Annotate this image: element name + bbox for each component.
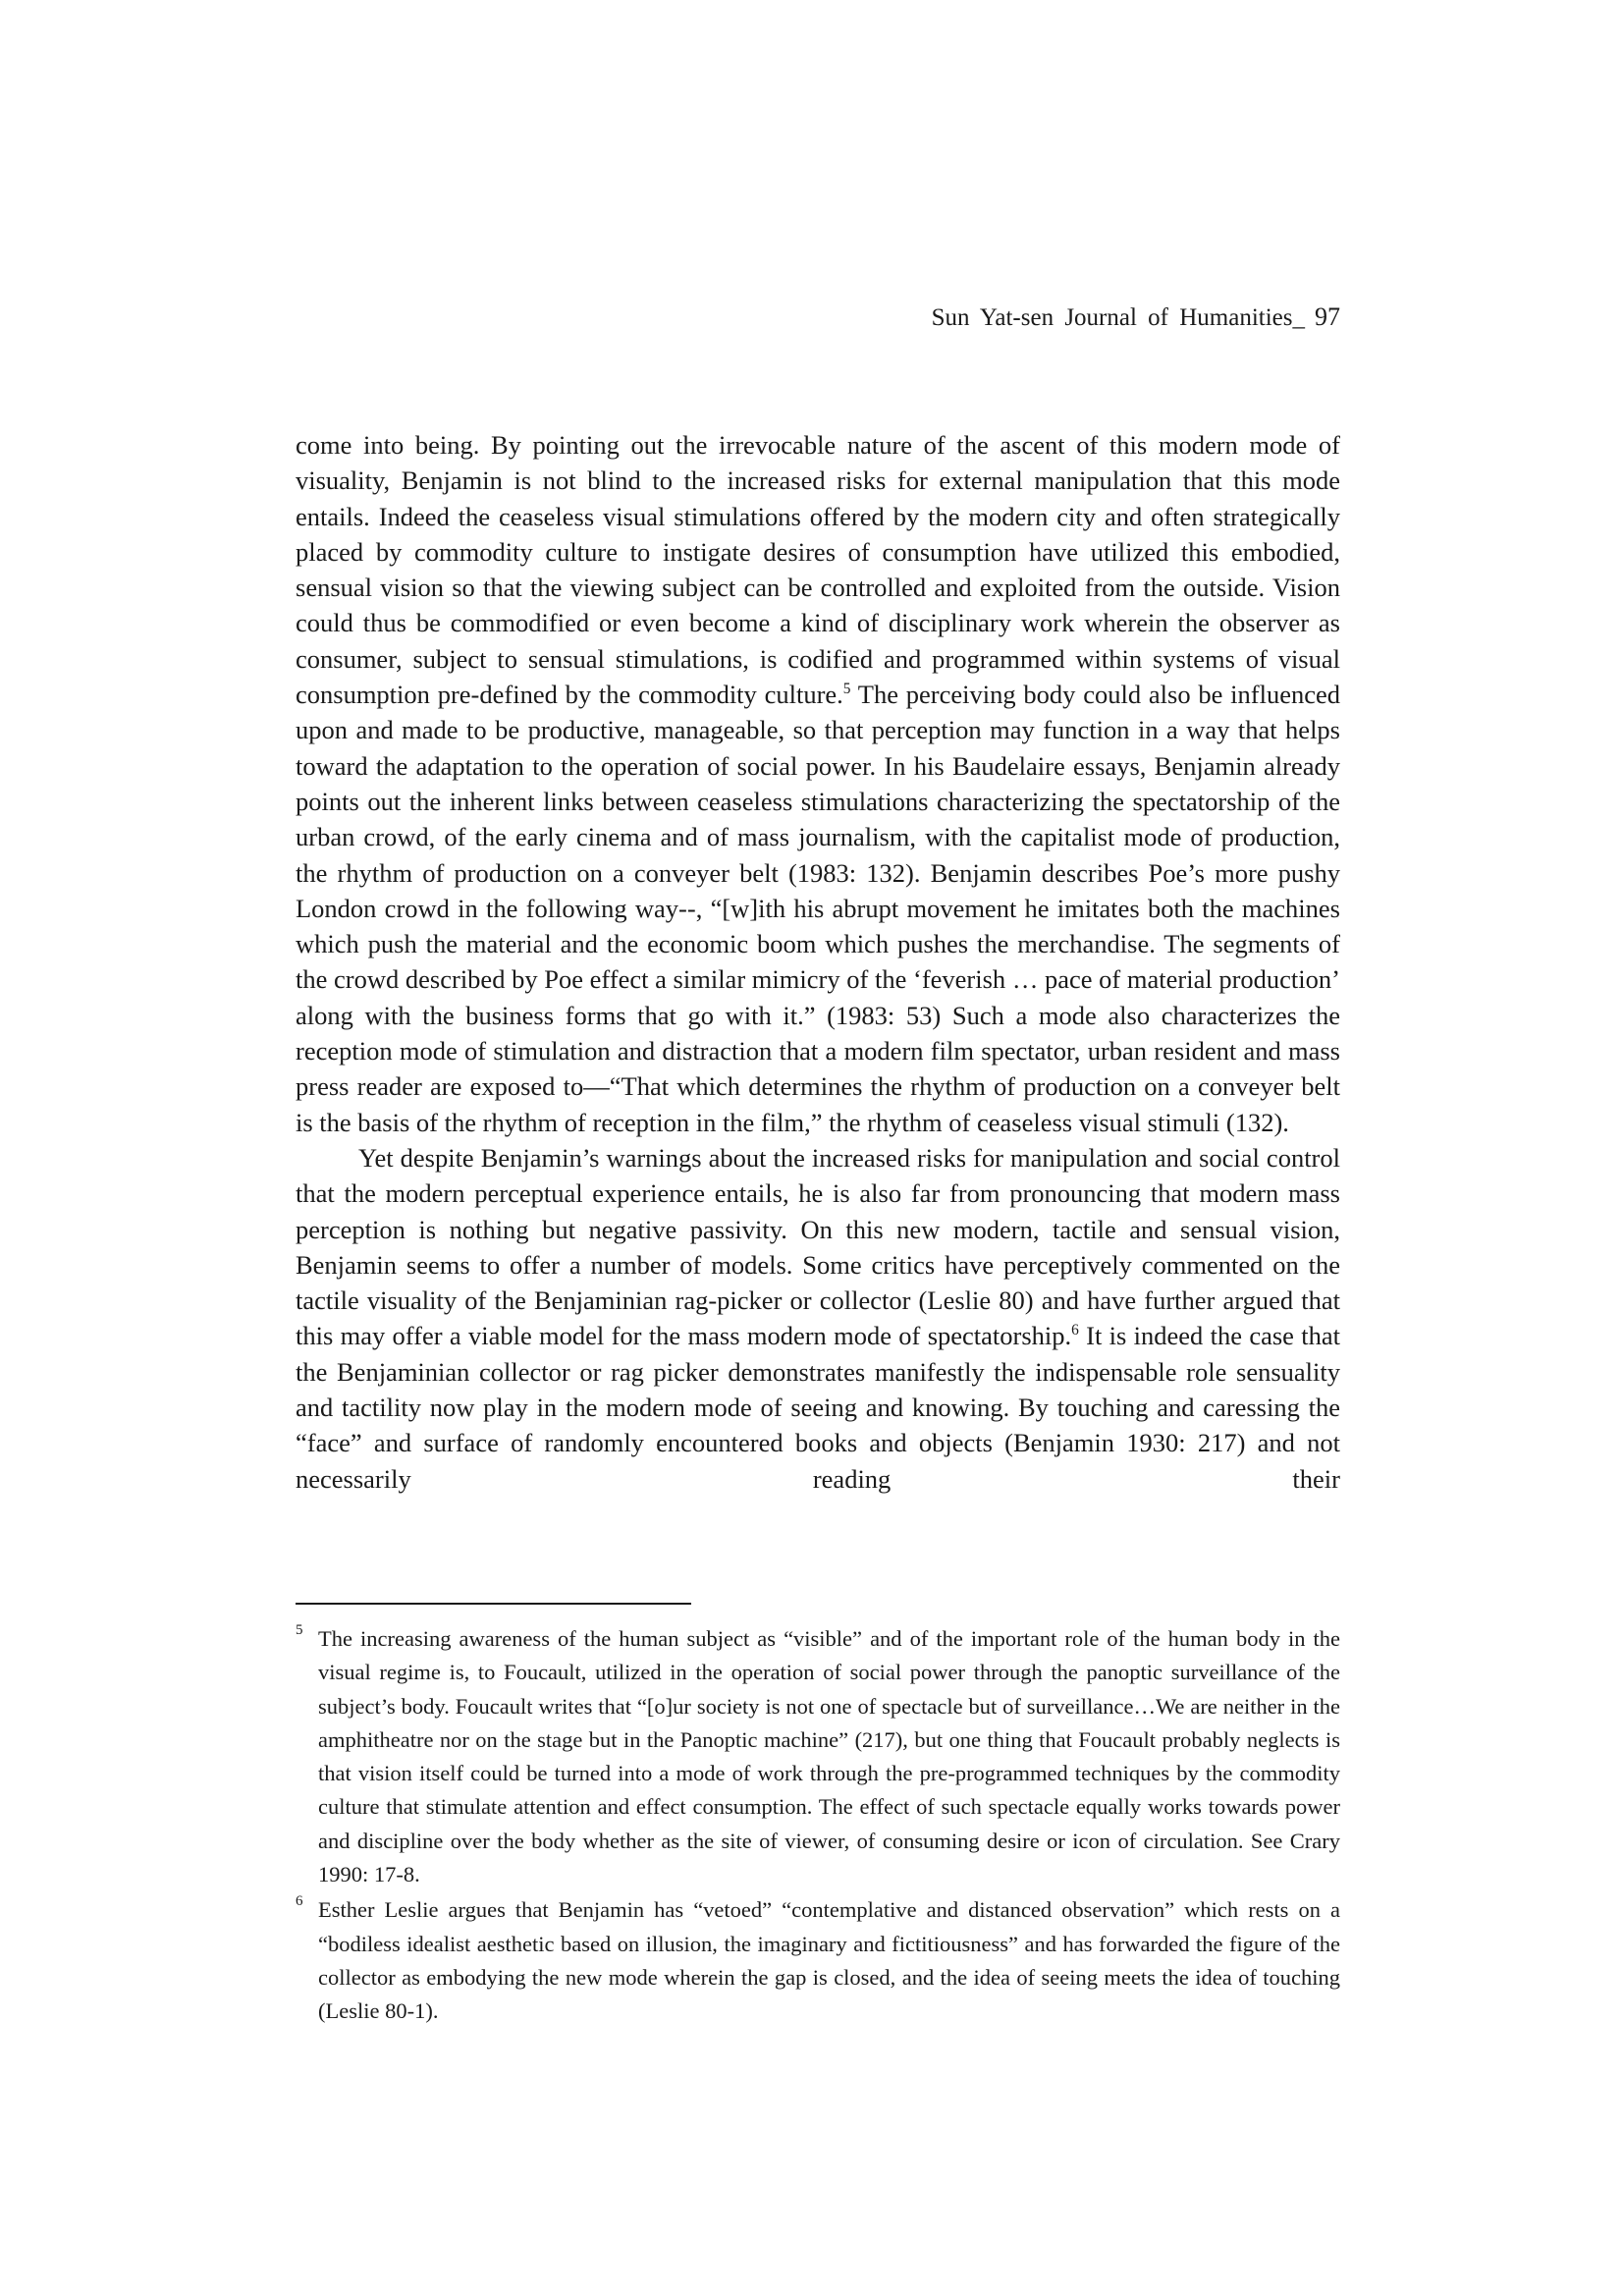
paragraph — [296, 427, 1340, 1140]
footnote-ref-5[interactable]: 5 — [842, 681, 851, 698]
paragraph-text: It is indeed the case that the Benjaminian collector or rag picker demonstrates manifestly the indispensable role sensuality and tactility now play in the modern mode of seeing and knowing. By touching and caressing the “face” and surface of randomly encountered books and objects (Benjamin 1930: 217) and not necessarily reading their — [296, 1321, 1340, 1494]
footnote-5 — [296, 1622, 1340, 1891]
footnote-text: Esther Leslie argues that Benjamin has “vetoed” “contemplative and distanced observation” which rests on a “bodiless idealist aesthetic based on illusion, the imaginary and fictitiousness” and has forwarded the figure of the collector as embodying the new mode wherein the gap is closed, and the idea of seeing meets the idea of touching (Leslie 80-1). — [318, 1897, 1340, 2024]
footnote-number: 6 — [296, 1893, 303, 1910]
page-number: 97 — [1315, 302, 1340, 331]
footnote-divider — [296, 1603, 691, 1605]
running-head — [932, 301, 1340, 335]
paragraph-text: Yet despite Benjamin’s warnings about the increased risks for manipulation and social control that the modern perceptual experience entails, he is also far from pronouncing that modern mass perception is nothing but negative passivity. On this new modern, tactile and sensual vision, Benjamin seems to offer a number of models. Some critics have perceptively commented on the tactile visuality of the Benjaminian rag-picker or collector (Leslie 80) and have further argued that this may offer a viable model for the mass modern mode of spectatorship. — [296, 1142, 1340, 1351]
paragraph — [296, 1140, 1340, 1497]
journal-title: Sun Yat-sen Journal of Humanities_ — [931, 304, 1305, 331]
footnote-ref-6[interactable]: 6 — [1071, 1322, 1079, 1339]
footnote-text: The increasing awareness of the human subject as “visible” and of the important role of the human body in the visual regime is, to Foucault, utilized in the operation of social power through the panoptic surveillance of the subject’s body. Foucault writes that “[o]ur society is not one of spectacle but of surveillance…We are neither in the amphitheatre nor on the stage but in the Panoptic machine” (217), but one thing that Foucault probably neglects is that vision itself could be turned into a mode of work through the pre-programmed techniques by the commodity culture that stimulate attention and effect consumption. The effect of such spectacle equally works towards power and discipline over the body whether as the site of viewer, of consuming desire or icon of circulation. See Crary 1990: 17-8. — [318, 1626, 1340, 1887]
main-text — [296, 427, 1340, 1497]
paragraph-text: come into being. By pointing out the irrevocable nature of the ascent of this modern mode of visuality, Benjamin is not blind to the increased risks for external manipulation that this mode entails. Indeed the ceaseless visual stimulations offered by the modern city and often strategically placed by commodity culture to instigate desires of consumption have utilized this embodied, sensual vision so that the viewing subject can be controlled and exploited from the outside. Vision could thus be commodified or even become a kind of disciplinary work wherein the observer as consumer, subject to sensual stimulations, is codified and programmed within systems of visual consumption pre-defined by the commodity culture. — [296, 430, 1340, 710]
paragraph-text: The perceiving body could also be influenced upon and made to be productive, manageable, so that perception may function in a way that helps toward the adaptation to the operation of social power. In his Baudelaire essays, Benjamin already points out the inherent links between ceaseless stimulations characterizing the spectatorship of the urban crowd, of the early cinema and of mass journalism, with the capitalist mode of production, the rhythm of production on a conveyer belt (1983: 132). Benjamin describes Poe’s more pushy London crowd in the following way--, “[w]ith his abrupt movement he imitates both the machines which push the material and the economic boom which pushes the merchandise. The segments of the crowd described by Poe effect a similar mimicry of the ‘feverish … pace of material production’ along with the business forms that go with it.” (1983: 53) Such a mode also characterizes the reception mode of stimulation and distraction that a modern film spectator, urban resident and mass press reader are exposed to—“That which determines the rhythm of production on a conveyer belt is the basis of the rhythm of reception in the film,” the rhythm of ceaseless visual stimuli (132). — [296, 680, 1341, 1137]
footnotes — [296, 1622, 1340, 2029]
footnote-6 — [296, 1893, 1340, 2028]
footnote-number: 5 — [296, 1622, 303, 1638]
